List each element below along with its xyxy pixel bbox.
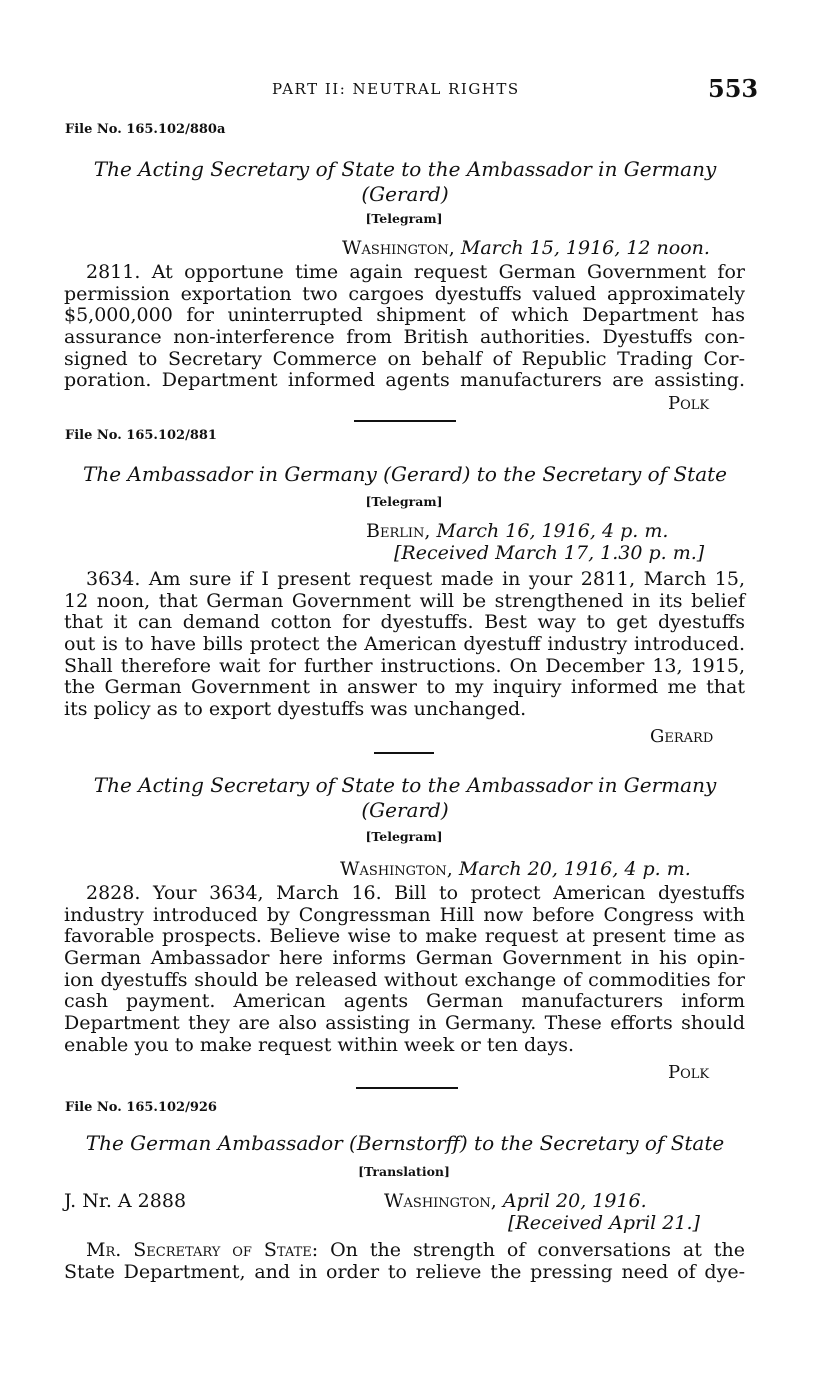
heading-line: (Gerard) <box>361 182 449 206</box>
message-body <box>64 569 745 721</box>
text-line: assurance non-interference from British authorities. Dyestuffs con- <box>64 326 745 349</box>
translation-tag: [Translation] <box>358 1164 450 1179</box>
text-line: ion dyestuffs should be released without exchange of commodities for <box>64 968 745 991</box>
document-heading <box>64 157 746 207</box>
dateline <box>384 1190 647 1212</box>
text-line: permission exportation two cargoes dyestuffs valued approximately <box>64 282 745 305</box>
file-number: File No. 165.102/881 <box>65 428 217 443</box>
heading-line: The Acting Secretary of State to the Ambassador in Germany <box>93 157 717 181</box>
divider <box>354 420 456 422</box>
signature: Polk <box>668 393 710 414</box>
received-date: [Received March 17, 1.30 p. m.] <box>394 542 705 564</box>
dateline-place: Washington, <box>340 858 453 880</box>
text-line: 2811. At opportune time again request German Government for <box>86 261 745 283</box>
telegram-tag: [Telegram] <box>365 494 443 509</box>
letter-body <box>64 1240 745 1283</box>
text-line: State Department, and in order to relieve the pressing need of dye- <box>64 1260 745 1283</box>
dateline-date: March 15, 1916, 12 noon. <box>460 237 710 259</box>
text-line: enable you to make request within week or ten days. <box>64 1033 575 1056</box>
text-line: 3634. Am sure if I present request made in your 2811, March 15, <box>86 568 745 590</box>
document-heading: The German Ambassador (Bernstorff) to the Secretary of State <box>85 1131 725 1155</box>
text-line: German Ambassador here informs German Government in his opin- <box>64 947 745 970</box>
text-line: 12 noon, that German Government will be strengthened in its belief <box>64 589 745 612</box>
signature: Polk <box>668 1062 710 1083</box>
received-date: [Received April 21.] <box>508 1212 700 1234</box>
text-line: $5,000,000 for uninterrupted shipment of which Department has <box>64 304 745 327</box>
text-line: Shall therefore wait for further instructions. On December 13, 1915, <box>64 654 745 677</box>
dateline <box>340 858 691 880</box>
text-line <box>64 1240 745 1262</box>
document-heading <box>64 773 746 823</box>
dateline-date: March 20, 1916, 4 p. m. <box>458 858 691 880</box>
text-line: out is to have bills protect the American dyestuff industry introduced. <box>64 633 745 656</box>
divider <box>374 752 434 754</box>
reference-number: J. Nr. A 2888 <box>64 1190 187 1212</box>
text-line: Department they are also assisting in Germany. These efforts should <box>64 1012 745 1035</box>
heading-line: The Acting Secretary of State to the Ambassador in Germany <box>93 773 717 797</box>
text-line: 2828. Your 3634, March 16. Bill to protect American dyestuffs <box>86 882 745 904</box>
dateline-place: Washington, <box>384 1190 497 1212</box>
file-number: File No. 165.102/880a <box>65 122 226 137</box>
dateline-date: March 16, 1916, 4 p. m. <box>436 520 669 542</box>
text-fragment: : On the strength of conversations at the <box>311 1239 745 1261</box>
dateline <box>366 520 668 542</box>
dateline-place: Berlin, <box>366 520 431 542</box>
dateline-place: Washington, <box>342 237 455 259</box>
text-line: poration. Department informed agents manufacturers are assisting. <box>64 369 745 392</box>
document-heading: The Ambassador in Germany (Gerard) to the Secretary of State <box>82 462 727 486</box>
message-body <box>64 883 745 1057</box>
text-line: industry introduced by Congressman Hill now before Congress with <box>64 903 745 926</box>
received-line <box>394 542 704 564</box>
text-line: the German Government in answer to my inquiry informed me that <box>64 676 745 699</box>
page-number: 553 <box>708 74 759 103</box>
divider <box>356 1087 458 1089</box>
text-line: its policy as to export dyestuffs was unchanged. <box>64 698 527 721</box>
telegram-tag: [Telegram] <box>365 211 443 226</box>
running-head: PART II: NEUTRAL RIGHTS <box>272 80 520 98</box>
text-line: signed to Secretary Commerce on behalf of Republic Trading Cor- <box>64 347 745 370</box>
salutation: Mr. Secretary of State <box>86 1239 312 1261</box>
dateline <box>342 237 710 259</box>
dateline-date: April 20, 1916. <box>502 1190 647 1212</box>
message-body <box>64 262 745 392</box>
text-line: favorable prospects. Believe wise to make request at present time as <box>64 925 745 948</box>
text-line: cash payment. American agents German manufacturers inform <box>64 990 745 1013</box>
signature: Gerard <box>650 726 714 747</box>
text-line: that it can demand cotton for dyestuffs. Best way to get dyestuffs <box>64 611 745 634</box>
heading-line: (Gerard) <box>361 798 449 822</box>
telegram-tag: [Telegram] <box>365 829 443 844</box>
file-number: File No. 165.102/926 <box>65 1100 217 1115</box>
received-line <box>508 1212 700 1234</box>
